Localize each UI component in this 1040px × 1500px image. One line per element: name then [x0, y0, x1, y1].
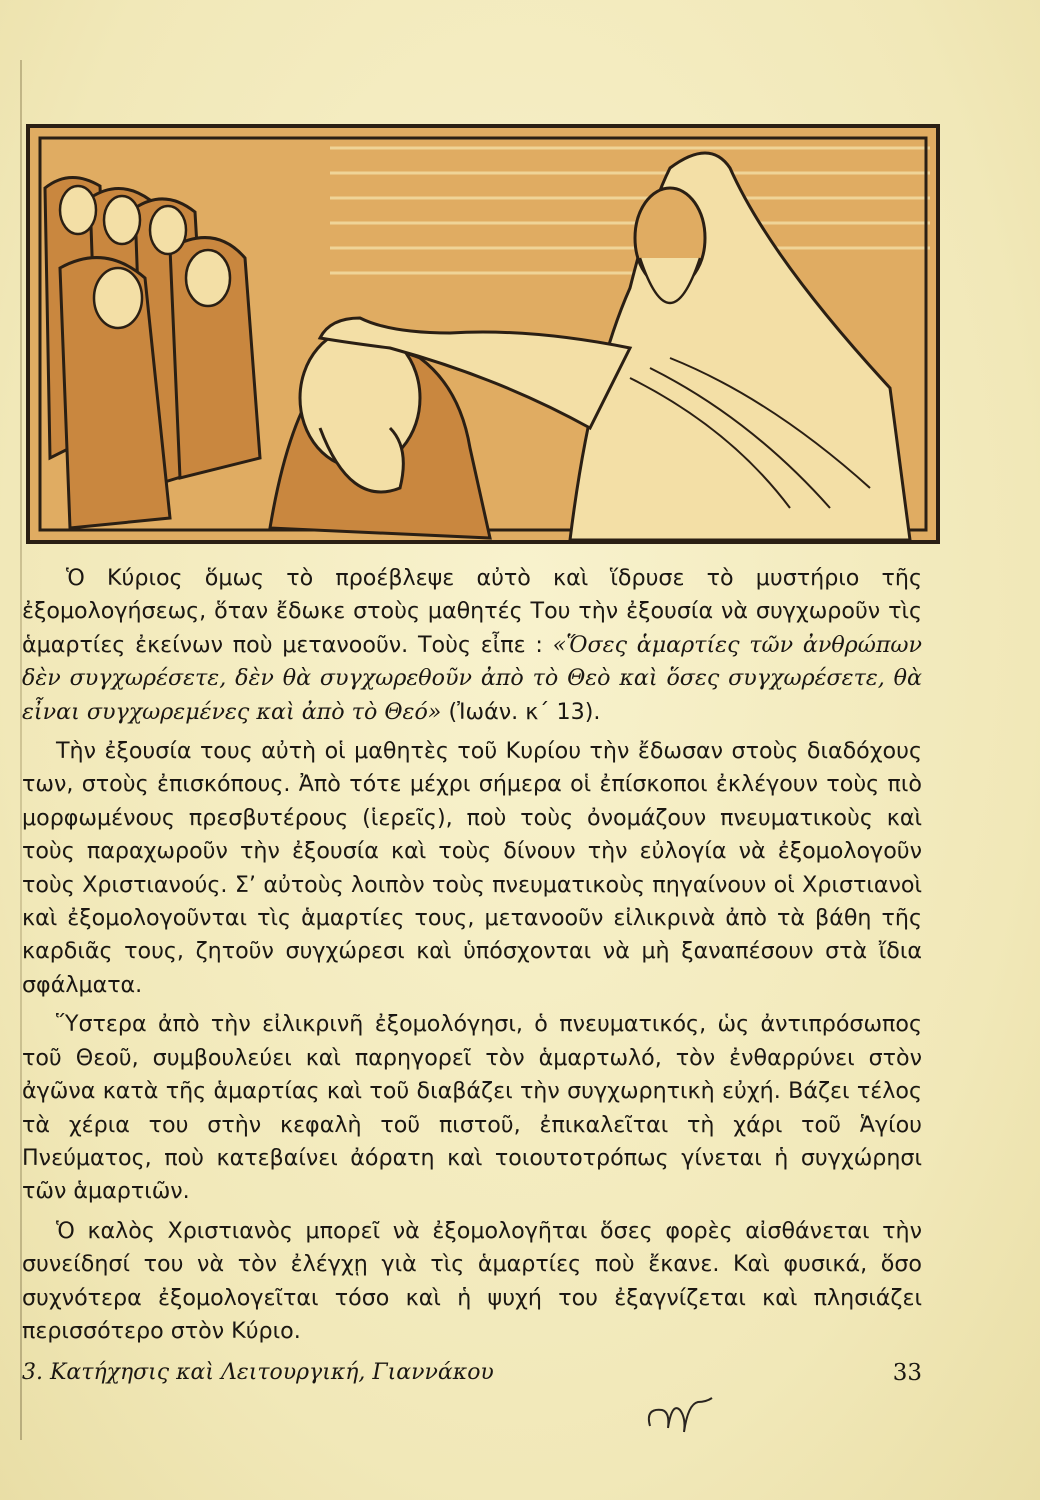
confession-scene-image	[30, 128, 936, 540]
paragraph-3: Ὕστερα ἀπὸ τὴν εἰλικρινῆ ἐξομολόγησι, ὁ πνευματικός, ὡς ἀντιπρόσωπος τοῦ Θεοῦ, συμβουλεύει καὶ παρηγορεῖ τὸν ἁμαρτωλό, τὸν ἐνθαρρύνει στὸν ἀγῶνα κατὰ τῆς ἁμαρτίας καὶ τοῦ διαβάζει τὴν συγχωρητικὴ εὐχή. Βάζει τέλος τὰ χέρια του στὴν κεφαλὴ τοῦ πιστοῦ, ἐπικαλεῖται τὴ χάρι τοῦ Ἁγίου Πνεύματος, ποὺ κατεβαίνει ἀόρατη καὶ τοιουτοτρόπως γίνεται ἡ συγχώρησι τῶν ἁμαρτιῶν.	[22, 1011, 922, 1205]
paragraph-1-text: Ὁ Κύριος ὅμως τὸ προέβλεψε αὐτὸ καὶ ἵδρυσε τὸ μυστήριο τῆς ἐξομολογήσεως, ὅταν ἔδωκε στοὺς μαθητές Του τὴν ἐξουσία νὰ συγχωροῦν τὶς ἁμαρτίες ἐκείνων ποὺ μετανοοῦν. Τοὺς εἶπε :	[22, 565, 922, 658]
paragraph-2: Τὴν ἐξουσία τους αὐτὴ οἱ μαθητὲς τοῦ Κυρίου τὴν ἔδωσαν στοὺς διαδόχους των, στοὺς ἐπισκόπους. Ἀπὸ τότε μέχρι σήμερα οἱ ἐπίσκοποι ἐκλέγουν τοὺς πιὸ μορφωμένους πρεσβυτέρους (ἱερεῖς), ποὺ τοὺς ὀνομάζουν πνευματικοὺς καὶ τοὺς παραχωροῦν τὴν ἐξουσία καὶ τοὺς δίνουν τὴν εὐλογία νὰ ἐξομολογοῦν τοὺς Χριστιανούς. Σ’ αὐτοὺς λοιπὸν τοὺς πνευματικοὺς πηγαίνουν οἱ Χριστιανοὶ καὶ ἐξομολογοῦνται τὶς ἁμαρτίες τους, μετανοοῦν εἰλικρινὰ ἀπὸ τὰ βάθη τῆς καρδιᾶς τους, ζητοῦν συγχώρεσι καὶ ὑπόσχονται νὰ μὴ ξαναπέσουν στὰ ἴδια σφάλματα.	[22, 738, 922, 998]
paragraph-1	[22, 562, 922, 729]
woodcut-illustration	[26, 124, 940, 544]
paragraph-4: Ὁ καλὸς Χριστιανὸς μπορεῖ νὰ ἐξομολογῆται ὅσες φορὲς αἰσθάνεται τὴν συνείδησί του νὰ τὸν ἐλέγχῃ γιὰ τὶς ἁμαρτίες ποὺ ἔκανε. Καὶ φυσικά, ὅσο συχνότερα ἐξομολογεῖται τόσο καὶ ἡ ψυχή του ἐξαγνίζεται καὶ πλησιάζει περισσότερο στὸν Κύριο.	[22, 1217, 922, 1344]
scripture-quote: «Ὅσες ἁμαρτίες τῶν ἀνθρώπων δὲν συγχωρέσετε, δὲν θὰ συγχωρεθοῦν ἀπὸ τὸ Θεὸ καὶ ὅσες συγχωρέσετε, θὰ εἶναι συγχωρεμένες καὶ ἀπὸ τὸ Θεό»	[22, 631, 922, 725]
book-title: 3. Κατήχησις καὶ Λειτουργική, Γιαννάκου	[22, 1360, 494, 1385]
page-footer	[22, 1360, 922, 1400]
scripture-reference: (Ἰωάν. κ΄ 13).	[441, 698, 601, 725]
body-text	[22, 562, 922, 1354]
handwritten-mark	[640, 1388, 720, 1438]
page-number: 33	[892, 1360, 922, 1386]
